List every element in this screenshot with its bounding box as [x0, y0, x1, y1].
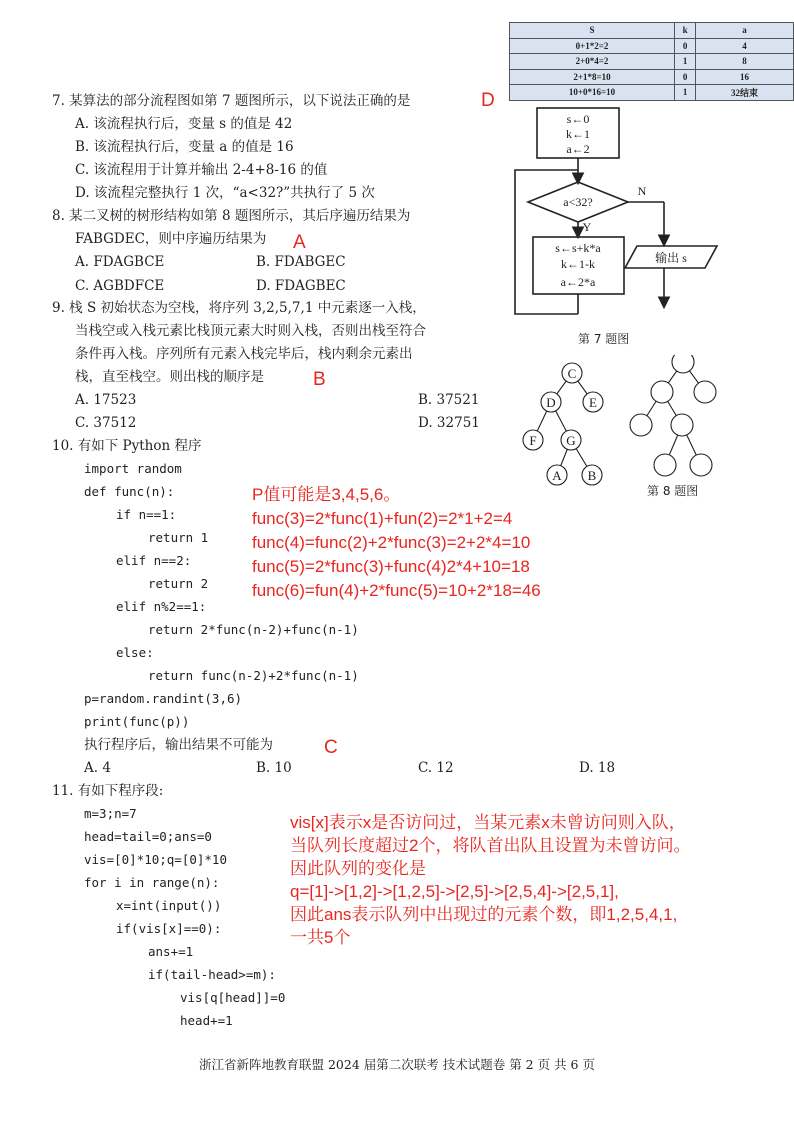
table-cell: 2+0*4=2: [510, 54, 675, 70]
tree-node: A: [552, 468, 562, 483]
binary-tree-figure: [512, 355, 732, 490]
q7-answer: D: [481, 90, 495, 111]
table-header: k: [675, 23, 696, 39]
q11-note-line: 当队列长度超过2个，将队首出队且设置为未曾访问。: [290, 836, 691, 855]
flowchart: [505, 100, 735, 350]
table-row: [510, 69, 794, 85]
table-row: [510, 85, 794, 101]
body-s: s←s+k*a: [555, 241, 601, 255]
q8-option-d: D. FDAGBEC: [256, 278, 346, 294]
code-line: return func(n-2)+2*func(n-1): [148, 668, 359, 683]
fig8-caption: 第 8 题图: [647, 484, 699, 498]
q8-stem-line1: 8. 某二叉树的树形结构如第 8 题图所示，其后序遍历结果为: [52, 208, 411, 224]
q10-option-b: B. 10: [256, 760, 292, 776]
table-row: [510, 38, 794, 54]
yes-label: Y: [582, 220, 592, 234]
table-cell: 0: [675, 69, 696, 85]
q10-option-a: A. 4: [84, 760, 111, 776]
table-cell: 4: [696, 38, 794, 54]
table-header: S: [510, 23, 675, 39]
q11-note-line: vis[x]表示x是否访问过，当某元素x未曾访问则入队，: [290, 813, 686, 832]
init-s: s←0: [566, 112, 590, 126]
q9-option-a: A. 17523: [75, 392, 137, 408]
q10-note-line: func(3)=2*func(1)+fun(2)=2*1+2=4: [252, 509, 513, 528]
code-line: return 2*func(n-2)+func(n-1): [148, 622, 359, 637]
q8-stem-line2: FABGDEC，则中序遍历结果为: [75, 231, 267, 247]
init-k: k←1: [566, 127, 590, 141]
q11-note-line: 因此队列的变化是: [290, 859, 426, 878]
q10-question: 执行程序后，输出结果不可能为: [84, 737, 273, 753]
tree-node: F: [529, 433, 537, 448]
tree-node: C: [567, 366, 577, 381]
table-cell: 0: [675, 38, 696, 54]
q7-stem: 7. 某算法的部分流程图如第 7 题图所示，以下说法正确的是: [52, 93, 411, 109]
code-line: ans+=1: [148, 944, 194, 959]
q8-option-a: A. FDAGBCE: [75, 254, 165, 270]
code-line: if(tail-head>=m):: [148, 967, 276, 982]
q9-option-d: D. 32751: [418, 415, 480, 431]
q10-note-line: P值可能是3,4,5,6。: [252, 485, 401, 504]
q8-option-b: B. FDABGEC: [256, 254, 346, 270]
code-line: p=random.randint(3,6): [84, 691, 243, 706]
table-row: [510, 54, 794, 70]
code-line: x=int(input()): [116, 898, 222, 913]
q11-note-line: q=[1]->[1,2]->[1,2,5]->[2,5]->[2,5,4]->[2,5,1],: [290, 882, 619, 901]
q9-answer: B: [313, 369, 326, 390]
table-cell: 16: [696, 69, 794, 85]
condition-label: a<32?: [563, 195, 593, 209]
tree-node: E: [589, 395, 597, 410]
table-header-row: [510, 23, 794, 39]
q10-answer: C: [324, 737, 338, 758]
table-header: a: [696, 23, 794, 39]
code-line: head=tail=0;ans=0: [84, 829, 212, 844]
q8-answer: A: [293, 232, 306, 253]
q7-option-b: B. 该流程执行后，变量 a 的值是 16: [75, 139, 294, 155]
table-cell: 2+1*8=10: [510, 69, 675, 85]
init-a: a←2: [566, 142, 590, 156]
code-line: elif n%2==1:: [116, 599, 207, 614]
fig7-caption: 第 7 题图: [578, 332, 630, 346]
tree-node: G: [566, 433, 576, 448]
q11-stem: 11. 有如下程序段:: [52, 783, 164, 799]
q9-option-c: C. 37512: [75, 415, 137, 431]
q10-stem: 10. 有如下 Python 程序: [52, 438, 202, 454]
code-line: print(func(p)): [84, 714, 190, 729]
q10-note-line: func(6)=fun(4)+2*func(5)=10+2*18=46: [252, 581, 541, 600]
code-line: if(vis[x]==0):: [116, 921, 222, 936]
table-cell: 1: [675, 54, 696, 70]
code-line: vis[q[head]]=0: [180, 990, 286, 1005]
code-line: elif n==2:: [116, 553, 192, 568]
q9-option-b: B. 37521: [418, 392, 480, 408]
table-cell: 1: [675, 85, 696, 101]
q10-option-c: C. 12: [418, 760, 454, 776]
table-cell: 0+1*2=2: [510, 38, 675, 54]
q9-stem-line2: 当栈空或入栈元素比栈顶元素大时则入栈，否则出栈至符合: [75, 323, 426, 339]
page-footer: 浙江省新阵地教育联盟 2024 届第二次联考 技术试题卷 第 2 页 共 6 页: [199, 1057, 595, 1072]
code-line: vis=[0]*10;q=[0]*10: [84, 852, 227, 867]
q9-stem-line3: 条件再入栈。序列所有元素入栈完毕后，栈内剩余元素出: [75, 346, 413, 362]
q9-stem-line4: 栈，直至栈空。则出栈的顺序是: [75, 369, 264, 385]
output-label: 输出 s: [655, 251, 687, 265]
tree-node: D: [546, 395, 556, 410]
q7-option-c: C. 该流程用于计算并输出 2-4+8-16 的值: [75, 162, 328, 178]
tree-node: B: [587, 468, 597, 483]
q9-stem-line1: 9. 栈 S 初始状态为空栈，将序列 3,2,5,7,1 中元素逐一入栈，: [52, 300, 426, 316]
code-line: return 2: [148, 576, 209, 591]
q10-option-d: D. 18: [579, 760, 616, 776]
body-k: k←1-k: [561, 257, 595, 271]
no-label: N: [637, 184, 647, 198]
code-line: import random: [84, 461, 182, 476]
q7-option-d: D. 该流程完整执行 1 次，“a<32?”共执行了 5 次: [75, 185, 375, 201]
code-line: return 1: [148, 530, 209, 545]
code-line: head+=1: [180, 1013, 233, 1028]
table-cell: 8: [696, 54, 794, 70]
q10-note-line: func(4)=func(2)+2*func(3)=2+2*4=10: [252, 533, 531, 552]
table-cell: 10+0*16=10: [510, 85, 675, 101]
code-line: m=3;n=7: [84, 806, 137, 821]
q11-note-line: 一共5个: [290, 928, 351, 947]
code-line: if n==1:: [116, 507, 177, 522]
code-line: else:: [116, 645, 154, 660]
q8-option-c: C. AGBDFCE: [75, 278, 165, 294]
code-line: def func(n):: [84, 484, 175, 499]
q7-option-a: A. 该流程执行后，变量 s 的值是 42: [75, 116, 293, 132]
q10-note-line: func(5)=2*func(3)+func(4)2*4+10=18: [252, 557, 530, 576]
q11-note-line: 因此ans表示队列中出现过的元素个数，即1,2,5,4,1,: [290, 905, 678, 924]
body-a: a←2*a: [560, 275, 596, 289]
code-line: for i in range(n):: [84, 875, 220, 890]
trace-table: [509, 22, 794, 101]
table-cell: 32结束: [696, 85, 794, 101]
